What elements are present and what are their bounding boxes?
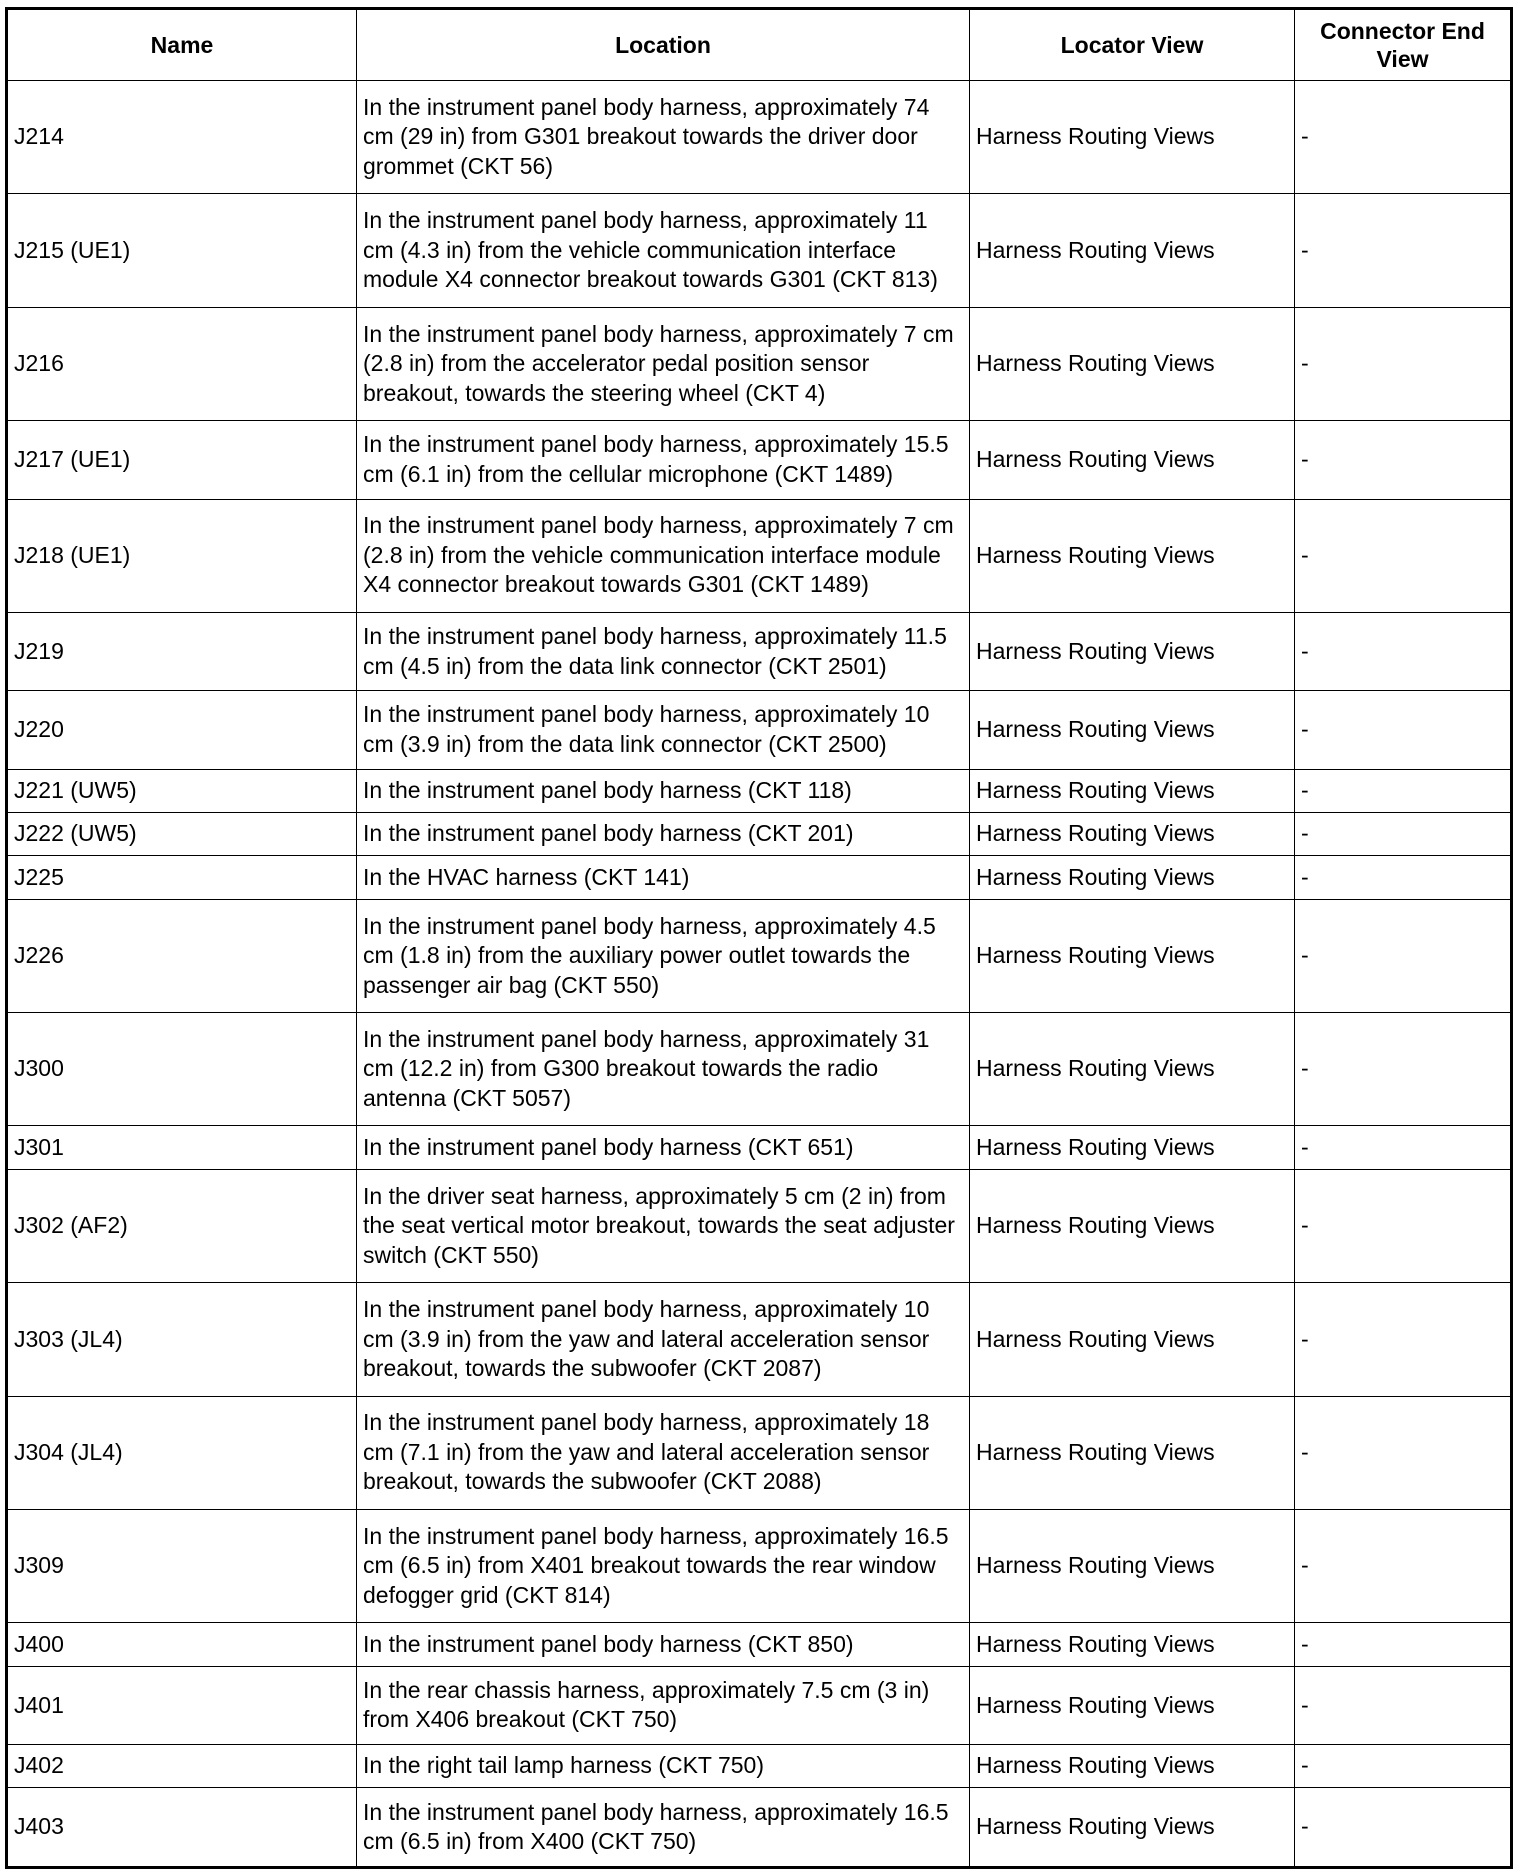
row-locator-view: Harness Routing Views [970, 691, 1295, 769]
splice-location-table-container [5, 7, 1510, 1869]
row-connector-end-view: - [1295, 1013, 1512, 1126]
row-locator-view: Harness Routing Views [970, 1169, 1295, 1282]
row-locator-view: Harness Routing Views [970, 1126, 1295, 1169]
table-row [7, 421, 1512, 499]
row-locator-view: Harness Routing Views [970, 1509, 1295, 1622]
row-connector-end-view: - [1295, 307, 1512, 420]
row-connector-end-view: - [1295, 856, 1512, 899]
row-name: J301 [7, 1126, 357, 1169]
table-row [7, 1788, 1512, 1868]
table-row [7, 1396, 1512, 1509]
row-location: In the instrument panel body harness, approximately 15.5 cm (6.1 in) from the cellular microphone (CKT 1489) [357, 421, 970, 499]
row-location: In the instrument panel body harness, approximately 11.5 cm (4.5 in) from the data link connector (CKT 2501) [357, 612, 970, 690]
row-connector-end-view: - [1295, 769, 1512, 812]
row-locator-view: Harness Routing Views [970, 812, 1295, 855]
header-locator-view: Locator View [970, 9, 1295, 81]
row-locator-view: Harness Routing Views [970, 1623, 1295, 1666]
splice-location-table [5, 7, 1513, 1869]
row-connector-end-view: - [1295, 691, 1512, 769]
row-location: In the instrument panel body harness, approximately 7 cm (2.8 in) from the accelerator pedal position sensor breakout, towards the steering wheel (CKT 4) [357, 307, 970, 420]
row-name: J300 [7, 1013, 357, 1126]
table-row [7, 856, 1512, 899]
header-location: Location [357, 9, 970, 81]
row-location: In the right tail lamp harness (CKT 750) [357, 1744, 970, 1787]
row-name: J304 (JL4) [7, 1396, 357, 1509]
row-locator-view: Harness Routing Views [970, 1283, 1295, 1396]
row-connector-end-view: - [1295, 421, 1512, 499]
row-locator-view: Harness Routing Views [970, 1396, 1295, 1509]
table-row [7, 1283, 1512, 1396]
row-connector-end-view: - [1295, 1744, 1512, 1787]
header-name: Name [7, 9, 357, 81]
row-name: J218 (UE1) [7, 499, 357, 612]
table-row [7, 499, 1512, 612]
row-location: In the instrument panel body harness, approximately 7 cm (2.8 in) from the vehicle communication interface module X4 connector breakout towards G301 (CKT 1489) [357, 499, 970, 612]
table-row [7, 1013, 1512, 1126]
row-locator-view: Harness Routing Views [970, 1788, 1295, 1868]
table-header [7, 9, 1512, 81]
table-row [7, 1509, 1512, 1622]
row-locator-view: Harness Routing Views [970, 421, 1295, 499]
table-body [7, 81, 1512, 1868]
row-location: In the driver seat harness, approximately 5 cm (2 in) from the seat vertical motor breakout, towards the seat adjuster switch (CKT 550) [357, 1169, 970, 1282]
row-locator-view: Harness Routing Views [970, 1744, 1295, 1787]
row-location: In the instrument panel body harness, approximately 18 cm (7.1 in) from the yaw and lateral acceleration sensor breakout, towards the subwoofer (CKT 2088) [357, 1396, 970, 1509]
row-connector-end-view: - [1295, 899, 1512, 1012]
table-row [7, 1744, 1512, 1787]
row-connector-end-view: - [1295, 1623, 1512, 1666]
table-row [7, 1666, 1512, 1744]
row-connector-end-view: - [1295, 1283, 1512, 1396]
row-connector-end-view: - [1295, 1788, 1512, 1868]
row-connector-end-view: - [1295, 81, 1512, 194]
row-locator-view: Harness Routing Views [970, 81, 1295, 194]
table-row [7, 899, 1512, 1012]
row-name: J217 (UE1) [7, 421, 357, 499]
table-row [7, 194, 1512, 307]
row-name: J400 [7, 1623, 357, 1666]
row-location: In the instrument panel body harness, approximately 74 cm (29 in) from G301 breakout towards the driver door grommet (CKT 56) [357, 81, 970, 194]
row-location: In the instrument panel body harness (CKT 850) [357, 1623, 970, 1666]
table-row [7, 1623, 1512, 1666]
row-location: In the rear chassis harness, approximately 7.5 cm (3 in) from X406 breakout (CKT 750) [357, 1666, 970, 1744]
row-connector-end-view: - [1295, 812, 1512, 855]
row-location: In the instrument panel body harness (CKT 118) [357, 769, 970, 812]
row-location: In the instrument panel body harness, approximately 4.5 cm (1.8 in) from the auxiliary power outlet towards the passenger air bag (CKT 550) [357, 899, 970, 1012]
row-locator-view: Harness Routing Views [970, 899, 1295, 1012]
row-locator-view: Harness Routing Views [970, 194, 1295, 307]
table-row [7, 769, 1512, 812]
row-location: In the HVAC harness (CKT 141) [357, 856, 970, 899]
row-connector-end-view: - [1295, 499, 1512, 612]
row-location: In the instrument panel body harness (CKT 201) [357, 812, 970, 855]
row-connector-end-view: - [1295, 1509, 1512, 1622]
table-row [7, 307, 1512, 420]
row-location: In the instrument panel body harness, approximately 31 cm (12.2 in) from G300 breakout towards the radio antenna (CKT 5057) [357, 1013, 970, 1126]
row-name: J220 [7, 691, 357, 769]
table-row [7, 691, 1512, 769]
row-location: In the instrument panel body harness (CKT 651) [357, 1126, 970, 1169]
row-name: J221 (UW5) [7, 769, 357, 812]
table-row [7, 812, 1512, 855]
row-location: In the instrument panel body harness, approximately 11 cm (4.3 in) from the vehicle communication interface module X4 connector breakout towards G301 (CKT 813) [357, 194, 970, 307]
table-row [7, 1126, 1512, 1169]
row-locator-view: Harness Routing Views [970, 499, 1295, 612]
row-location: In the instrument panel body harness, approximately 10 cm (3.9 in) from the yaw and lateral acceleration sensor breakout, towards the subwoofer (CKT 2087) [357, 1283, 970, 1396]
table-row [7, 81, 1512, 194]
row-connector-end-view: - [1295, 1666, 1512, 1744]
row-location: In the instrument panel body harness, approximately 10 cm (3.9 in) from the data link connector (CKT 2500) [357, 691, 970, 769]
row-name: J309 [7, 1509, 357, 1622]
row-locator-view: Harness Routing Views [970, 769, 1295, 812]
row-name: J226 [7, 899, 357, 1012]
row-name: J303 (JL4) [7, 1283, 357, 1396]
row-locator-view: Harness Routing Views [970, 612, 1295, 690]
row-name: J302 (AF2) [7, 1169, 357, 1282]
row-name: J219 [7, 612, 357, 690]
header-row [7, 9, 1512, 81]
row-name: J403 [7, 1788, 357, 1868]
row-connector-end-view: - [1295, 1396, 1512, 1509]
row-connector-end-view: - [1295, 194, 1512, 307]
row-location: In the instrument panel body harness, approximately 16.5 cm (6.5 in) from X401 breakout towards the rear window defogger grid (CKT 814) [357, 1509, 970, 1622]
table-row [7, 1169, 1512, 1282]
row-name: J214 [7, 81, 357, 194]
row-name: J215 (UE1) [7, 194, 357, 307]
row-locator-view: Harness Routing Views [970, 856, 1295, 899]
row-locator-view: Harness Routing Views [970, 1013, 1295, 1126]
header-connector-end-view: Connector End View [1295, 9, 1512, 81]
row-connector-end-view: - [1295, 1169, 1512, 1282]
row-name: J402 [7, 1744, 357, 1787]
row-locator-view: Harness Routing Views [970, 307, 1295, 420]
row-name: J216 [7, 307, 357, 420]
row-locator-view: Harness Routing Views [970, 1666, 1295, 1744]
row-name: J222 (UW5) [7, 812, 357, 855]
row-connector-end-view: - [1295, 612, 1512, 690]
row-name: J401 [7, 1666, 357, 1744]
row-connector-end-view: - [1295, 1126, 1512, 1169]
table-row [7, 612, 1512, 690]
row-name: J225 [7, 856, 357, 899]
row-location: In the instrument panel body harness, approximately 16.5 cm (6.5 in) from X400 (CKT 750) [357, 1788, 970, 1868]
